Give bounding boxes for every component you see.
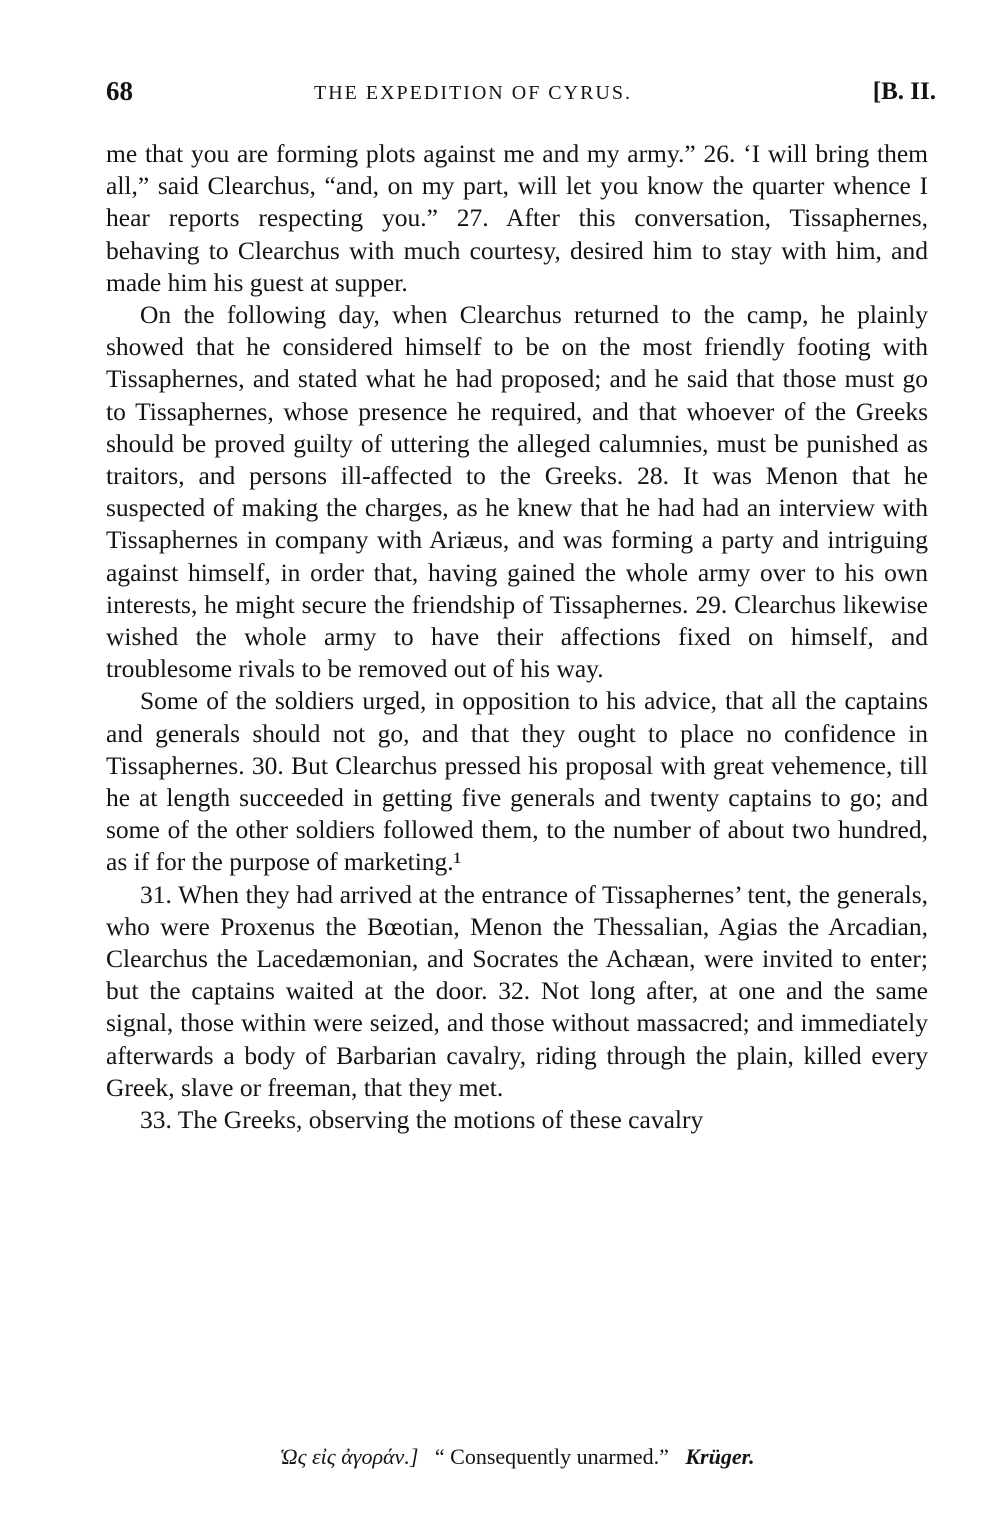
footnote-author: Krüger. [685, 1444, 755, 1469]
paragraph: 33. The Greeks, observing the motions of these cavalry [140, 1105, 704, 1135]
paragraph: 31. When they had arrived at the entrance of Tissaphernes’ tent, the generals, who were Proxenus the Bœotian, Menon the Thessalian, Agias the Arcadian, Clearchus the Lacedæmonian, and Socrates the Achæan, were invited to enter; but the captains waited at the door. 32. Not long after, at one and the same signal, those within were seized, and those without massacred; and immediately afterwards a body of Barbarian cavalry, riding through the plain, killed every Greek, slave or freeman, that they met. [106, 879, 928, 1102]
footnote-greek: Ὡς εἰς ἀγοράν.] [279, 1444, 419, 1469]
running-title: THE EXPEDITION OF CYRUS. [314, 82, 632, 104]
paragraph: On the following day, when Clearchus returned to the camp, he plainly showed that he considered himself to be on the most friendly footing with Tissaphernes, and stated what he had proposed; and he said that those must go to Tissaphernes, whose presence he required, and that whoever of the Greeks should be proved guilty of uttering the alleged calumnies, must be punished as traitors, and persons ill-affected to the Greeks. 28. It was Menon that he suspected of making the charges, as he knew that he had had an interview with Tissaphernes in company with Ariæus, and was forming a party and intriguing against himself, in order that, having gained the whole army over to his own interests, he might secure the friendship of Tissaphernes. 29. Clearchus likewise wished the whole army to have their affections fixed on himself, and troublesome rivals to be removed out of his way. [106, 300, 928, 684]
paragraph: Some of the soldiers urged, in opposition to his advice, that all the captains and generals should not go, and that they ought to place no confidence in Tissaphernes. 30. But Clearchus pressed his proposal with great vehemence, till he at length succeeded in getting five generals and twenty captains to go; and some of the other soldiers followed them, to the number of about two hundred, as if for the purpose of marketing.¹ [106, 686, 928, 877]
footnote [106, 1444, 928, 1470]
body-text [106, 138, 928, 1136]
footnote-text: “ Consequently unarmed.” [434, 1444, 669, 1469]
paragraph: me that you are forming plots against me and my army.” 26. ‘I will bring them all,” said Clearchus, “and, on my part, will let you know the quarter whence I hear reports respecting you.” 27. After this conversation, Tissaphernes, behaving to Clearchus with much courtesy, desired him to stay with him, and made him his guest at supper. [106, 139, 928, 297]
page-header [106, 76, 936, 116]
page-number: 68 [106, 76, 133, 106]
book-marker: [B. II. [872, 78, 936, 105]
